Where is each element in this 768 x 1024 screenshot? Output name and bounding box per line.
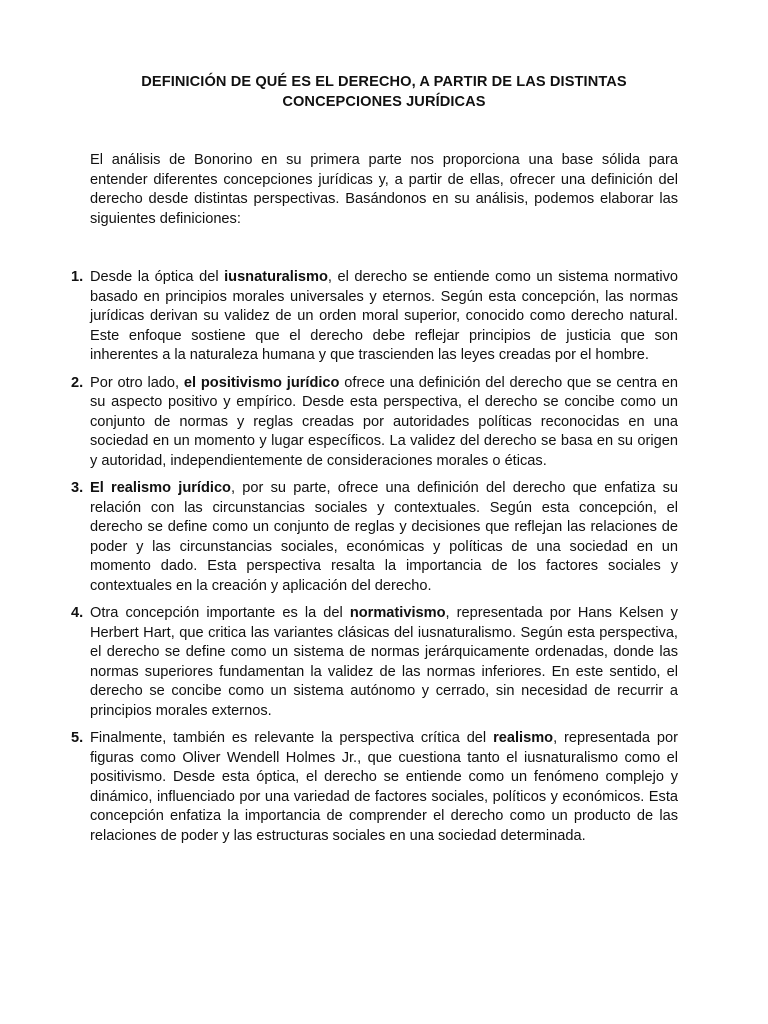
list-item-number: 5.	[71, 730, 84, 746]
list-item-text-before: Finalmente, también es relevante la perspectiva crítica del	[90, 730, 494, 746]
list-item	[71, 604, 678, 721]
list-item-text-after: , representada por figuras como Oliver Wendell Holmes Jr., que cuestiona tanto el iusnaturalismo como el positivismo. Desde esta óptica, el derecho se entiende como un fenómeno complejo y dinámico, influenciado por una variedad de factores sociales, políticos y económicos. Esta concepción enfatiza la importancia de comprender el derecho como un producto de las relaciones de poder y las estructuras sociales en una sociedad determinada.	[90, 730, 679, 844]
list-item-text-after: ofrece una definición del derecho que se centra en su aspecto positivo y empírico. Desde esta perspectiva, el derecho se concibe como un conjunto de normas y reglas creadas por autoridades políticas reconocidas en una sociedad en un momento y lugar específicos. La validez del derecho se basa en su origen y autoridad, independientemente de consideraciones morales o éticas.	[90, 374, 678, 469]
list-item-text-after: , por su parte, ofrece una definición del derecho que enfatiza su relación con las circunstancias sociales y contextuales. Según esta concepción, el derecho se define como un conjunto de reglas y decisiones que reflejan las relaciones de poder y las circunstancias sociales, económicas y políticas de una sociedad en un momento dado. Esta perspectiva resalta la importancia de los factores sociales y contextuales en la creación y aplicación del derecho.	[90, 480, 678, 594]
document-title: DEFINICIÓN DE QUÉ ES EL DERECHO, A PARTIR DE LAS DISTINTAS CONCEPCIONES JURÍDICAS	[141, 74, 627, 110]
list-item	[71, 479, 678, 596]
list-item-text-before: Desde la óptica del	[90, 269, 225, 285]
list-item-number: 1.	[71, 269, 84, 285]
list-item-bold-term: el positivismo jurídico	[183, 374, 340, 391]
list-item-number: 2.	[71, 374, 84, 391]
list-item-text-before: Por otro lado,	[90, 374, 184, 391]
list-item	[71, 268, 678, 366]
list-item-text-before: Otra concepción importante es la del	[90, 605, 350, 621]
list-item-text-after: , representada por Hans Kelsen y Herbert Hart, que critica las variantes clásicas del iusnaturalismo. Según esta perspectiva, el derecho se define como un sistema de normas jerárquicamente ordenadas, donde las normas superiores fundamentan la validez de las normas inferiores. En este sentido, el derecho se concibe como un sistema autónomo y cerrado, sin necesidad de recurrir a principios morales externos.	[90, 605, 678, 719]
list-item-bold-term: iusnaturalismo	[224, 269, 328, 285]
intro-paragraph: El análisis de Bonorino en su primera parte nos proporciona una base sólida para entender diferentes concepciones jurídicas y, a partir de ellas, ofrecer una definición del derecho desde distintas perspectivas. Basándonos en su análisis, podemos elaborar las siguientes definiciones:	[90, 152, 678, 227]
list-item-number: 3.	[71, 480, 84, 496]
definitions-list	[71, 268, 679, 854]
list-item-bold-term: El realismo jurídico	[90, 480, 231, 496]
list-item-number: 4.	[71, 605, 84, 621]
list-item	[71, 374, 678, 472]
list-item-text-after: , el derecho se entiende como un sistema normativo basado en principios morales universales y eternos. Según esta concepción, las normas jurídicas derivan su validez de un orden moral superior, conocido como derecho natural. Este enfoque sostiene que el derecho debe reflejar principios de justicia que son inherentes a la naturaleza humana y que trascienden las leyes creadas por el hombre.	[90, 269, 678, 363]
list-item-bold-term: normativismo	[349, 605, 446, 621]
list-item	[71, 729, 679, 846]
list-item-bold-term: realismo	[493, 730, 554, 746]
